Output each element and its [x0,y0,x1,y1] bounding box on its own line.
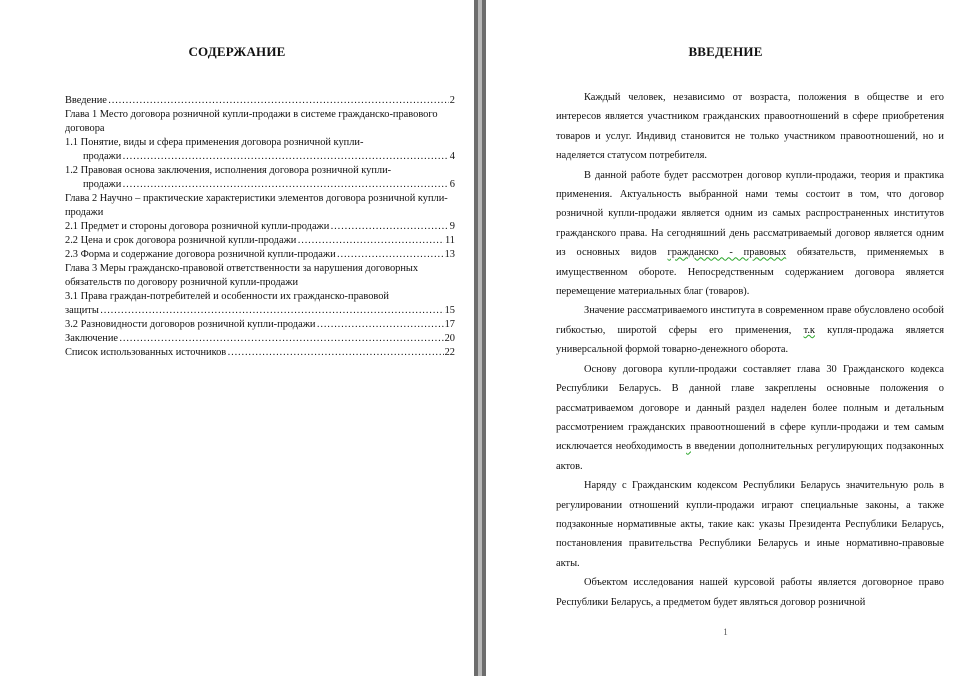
toc-entry-page: 9 [449,221,455,232]
toc-entry[interactable] [65,108,455,136]
toc-entry-text: продажи [83,151,122,162]
paragraph: Объектом исследования нашей курсовой работы является договорное право Республики Беларусь, а предметом будет являться договор розничной [556,577,944,608]
toc-entry-text: Глава 2 Научно – практические характеристики элементов договора розничной купли-продажи [65,193,448,218]
paragraph: Наряду с Гражданским кодексом Республики Беларусь значительную роль в регулировании отношений купли-продажи играют специальные законы, а также подзаконные нормативные акты, такие как: указы Президента Республики Беларусь, постановления правительства Республики Беларусь и иные нормативно-правовые акты. [556,480,944,569]
toc-entry-page: 4 [449,151,455,162]
toc-entry-text: 2.3 Форма и содержание договора розничной купли-продажи [65,249,336,260]
toc-page [0,0,474,676]
toc-entry-page: 13 [444,249,455,260]
toc-entry-page: 11 [444,235,455,246]
page-number: 1 [723,627,728,637]
toc-entry-page: 20 [444,333,455,344]
toc-entry-page: 17 [444,319,455,330]
toc-entry-text: 2.2 Цена и срок договора розничной купли-продажи [65,235,297,246]
toc-entry-text: Заключение [65,333,118,344]
toc-entry[interactable] [65,234,455,248]
toc-entry-text: 1.2 Правовая основа заключения, исполнения договора розничной купли- [65,165,392,176]
toc-entry[interactable] [65,332,455,346]
paragraph: Значение рассматриваемого института в современном праве обусловлено особой гибкостью, широтой сферы его применения, т.к купля-продажа является универсальной формой товарно-денежного оборота. [556,305,944,356]
toc-entry-page: 15 [444,305,455,316]
toc-entry[interactable] [65,220,455,234]
paragraph: Каждый человек, независимо от возраста, положения в обществе и его интересов является участником гражданских правоотношений в сфере приобретения товаров и услуг. Индивид становится не только участником правоотношений, но и наделяется статусом потребителя. [556,92,944,162]
toc-entry[interactable] [65,290,455,318]
toc-entry[interactable] [65,346,455,360]
intro-heading: ВВЕДЕНИЕ [688,44,763,59]
toc-entry-text: Глава 3 Меры гражданско-правовой ответственности за нарушения договорных обязательств по договору розничной купли-продажи [65,263,419,288]
toc-entry-text: Глава 1 Место договора розничной купли-продажи в системе гражданско-правового договора [65,109,438,134]
spelling-underline: гражданско - правовых [667,247,787,259]
toc-entry-page: 22 [444,347,455,358]
toc-entry[interactable] [65,136,455,164]
toc-entry-text: продажи [83,179,122,190]
paragraph: Основу договора купли-продажи составляет глава 30 Гражданского кодекса Республики Беларусь. В данной главе закреплены основные положения о рассматриваемом договоре и данный раздел наделен более полным и детальным рассмотрением гражданских правоотношений в сфере купли-продажи и тем самым исключается необходимость в введении дополнительных регулирующих подзаконных актов. [556,363,945,472]
toc-entry-text: Список использованных источников [65,347,227,358]
intro-body[interactable] [556,88,944,612]
spelling-underline: в [686,441,691,453]
toc-entry-text: 1.1 Понятие, виды и сфера применения договора розничной купли- [65,137,364,148]
toc-entry-text: 2.1 Предмет и стороны договора розничной купли-продажи [65,221,330,232]
toc-entry[interactable] [65,318,455,332]
introduction-page [486,0,965,676]
spelling-underline: т.к [803,324,815,336]
toc-entry[interactable] [65,164,455,192]
paragraph: В данной работе будет рассмотрен договор купли-продажи, теория и практика применения. Актуальность выбранной нами темы состоит в том, что договор розничной купли-продажи является одним из самых распространенных институтов гражданского права. На сегодняшний день рассматриваемый договор является одним из основных видов гражданско - правовых обязательств, применяемых в имущественном обороте. Непосредственным содержанием договора является перемещение материальных благ (товаров). [556,169,944,298]
table-of-contents [65,94,455,360]
toc-entry-text: 3.1 Права граждан-потребителей и особенности их гражданско-правовой [65,291,389,302]
toc-entry[interactable] [65,94,455,108]
toc-entry-text: Введение [65,95,107,106]
toc-entry-text: защиты [65,305,99,316]
toc-entry-text: 3.2 Разновидности договоров розничной купли-продажи [65,319,316,330]
toc-entry-page: 2 [449,95,455,106]
toc-entry[interactable] [65,248,455,262]
toc-heading: СОДЕРЖАНИЕ [188,44,286,59]
toc-entry[interactable] [65,262,455,290]
toc-entry-page: 6 [449,179,455,190]
toc-entry[interactable] [65,192,455,220]
